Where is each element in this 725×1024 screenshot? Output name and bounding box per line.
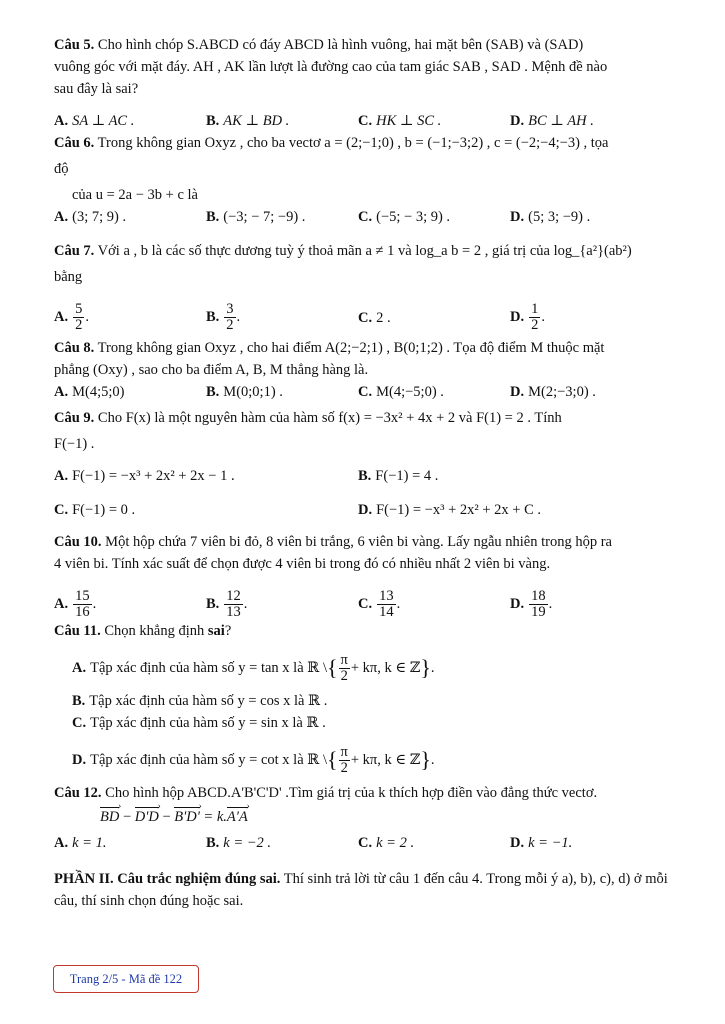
question-text: Một hộp chứa 7 viên bi đỏ, 8 viên bi trắng, 6 viên bi vàng. Lấy ngẫu nhiên trong hộp ra	[105, 534, 612, 550]
answer-options	[54, 499, 674, 521]
option-b[interactable]: B. Tập xác định của hàm số y = cos x là ℝ .	[72, 693, 328, 709]
question-12	[54, 782, 674, 854]
option-d[interactable]: D. k = −1.	[510, 835, 573, 851]
part-title: PHẦN II. Câu trắc nghiệm đúng sai.	[54, 871, 281, 887]
question-7	[54, 240, 674, 333]
question-text: F(−1) .	[54, 436, 95, 452]
option-a[interactable]: A. (3; 7; 9) .	[54, 209, 127, 225]
option-c[interactable]: C. HK ⊥ SC .	[358, 113, 442, 129]
question-label: Câu 7.	[54, 243, 95, 259]
option-b[interactable]: B. (−3; − 7; −9) .	[206, 209, 306, 225]
question-6	[54, 132, 674, 228]
option-a[interactable]: A. $\frac{15}{16}$ .	[54, 588, 97, 620]
question-10	[54, 531, 674, 620]
answer-options	[54, 465, 674, 487]
option-a[interactable]: A. SA ⊥ AC .	[54, 113, 135, 129]
answer-options	[54, 110, 674, 132]
question-8	[54, 337, 674, 403]
question-label: Câu 6.	[54, 135, 95, 151]
vector-equation: BD › − D'D › − B'D' › = k.A'A ›	[54, 806, 674, 828]
question-text: độ	[54, 161, 69, 177]
option-d[interactable]: D. (5; 3; −9) .	[510, 209, 591, 225]
option-c[interactable]: C. k = 2 .	[358, 835, 415, 851]
question-text: Cho hình hộp ABCD.A'B'C'D' .Tìm giá trị của k thích hợp điền vào đẳng thức vectơ.	[105, 785, 598, 801]
exam-page	[54, 34, 674, 912]
option-a[interactable]: A. k = 1.	[54, 835, 107, 851]
question-11: Câu 11. Chọn khẳng định sai? A. Tập xác định của hàm số y = tan x là ℝ \ { $\frac{\pi}{2}$ + kπ, k ∈ ℤ } . B. Tập xác định của hàm số y = cos x là ℝ . C. Tập xác định của hàm số y = sin x là ℝ . D. Tập xác định của hàm số y = cot x là ℝ \ { $\frac{\pi}{2}$ + kπ, k ∈ ℤ } .	[54, 620, 674, 780]
option-c[interactable]: C. Tập xác định của hàm số y = sin x là ℝ .	[72, 715, 326, 731]
question-label: Câu 9.	[54, 410, 95, 426]
part-text: Thí sinh trả lời từ câu 1 đến câu 4. Trong mỗi ý a), b), c), d) ở mỗi câu, thí sinh chọn đúng hoặc sai.	[54, 871, 668, 909]
question-text: sau đây là sai?	[54, 81, 139, 97]
question-text-bold: sai	[207, 623, 225, 639]
option-d[interactable]: D. M(2;−3;0) .	[510, 384, 596, 400]
question-text: Với a , b là các số thực dương tuỳ ý thoả mãn a ≠ 1 và log_a b = 2 , giá trị của log_{a²}(ab²)	[97, 243, 632, 259]
answer-options	[54, 832, 674, 854]
question-text: bằng	[54, 269, 83, 285]
question-text: Cho F(x) là một nguyên hàm của hàm số f(x) = −3x² + 4x + 2 và F(1) = 2 . Tính	[97, 410, 562, 426]
option-b[interactable]: B. F(−1) = 4 .	[358, 468, 439, 484]
question-text: của u = 2a − 3b + c là	[72, 187, 198, 203]
question-label: Câu 11.	[54, 623, 101, 639]
option-b[interactable]: B. AK ⊥ BD .	[206, 113, 290, 129]
answer-options	[54, 302, 674, 333]
option-b[interactable]: B. $\frac{3}{2}$ .	[206, 301, 241, 333]
option-d[interactable]: D. Tập xác định của hàm số y = cot x là ℝ \ { $\frac{\pi}{2}$ + kπ, k ∈ ℤ } .	[72, 743, 435, 776]
option-a[interactable]: A. F(−1) = −x³ + 2x² + 2x − 1 .	[54, 468, 235, 484]
option-c[interactable]: C. (−5; − 3; 9) .	[358, 209, 451, 225]
question-label: Câu 12.	[54, 785, 102, 801]
question-label: Câu 10.	[54, 534, 102, 550]
question-9	[54, 407, 674, 521]
option-d[interactable]: D. BC ⊥ AH .	[510, 113, 594, 129]
option-a[interactable]: A. $\frac{5}{2}$ .	[54, 301, 89, 333]
option-d[interactable]: D. $\frac{18}{19}$ .	[510, 588, 553, 620]
option-c[interactable]: C. M(4;−5;0) .	[358, 384, 444, 400]
question-text: phẳng (Oxy) , sao cho ba điểm A, B, M thẳng hàng là.	[54, 362, 369, 378]
option-c[interactable]: C. $\frac{13}{14}$ .	[358, 588, 401, 620]
option-a[interactable]: A. Tập xác định của hàm số y = tan x là ℝ \ { $\frac{\pi}{2}$ + kπ, k ∈ ℤ } .	[72, 651, 435, 684]
answer-options	[54, 589, 674, 620]
answer-options	[54, 206, 674, 228]
option-b[interactable]: B. M(0;0;1) .	[206, 384, 283, 400]
option-b[interactable]: B. k = −2 .	[206, 835, 272, 851]
question-text: Cho hình chóp S.ABCD có đáy ABCD là hình vuông, hai mặt bên (SAB) và (SAD)	[97, 37, 584, 53]
question-text: Trong không gian Oxyz , cho hai điểm A(2;−2;1) , B(0;1;2) . Tọa độ điểm M thuộc mặt	[97, 340, 605, 356]
part-2-instructions	[54, 868, 674, 912]
option-b[interactable]: B. $\frac{12}{13}$ .	[206, 588, 248, 620]
option-d[interactable]: D. $\frac{1}{2}$ .	[510, 301, 545, 333]
answer-options	[54, 381, 674, 403]
question-text: vuông góc với mặt đáy. AH , AK lần lượt là đường cao của tam giác SAB , SAD . Mệnh đề nào	[54, 59, 608, 75]
question-label: Câu 8.	[54, 340, 95, 356]
question-label: Câu 5.	[54, 37, 95, 53]
page-footer-badge	[53, 965, 199, 993]
question-5	[54, 34, 674, 132]
option-d[interactable]: D. F(−1) = −x³ + 2x² + 2x + C .	[358, 502, 542, 518]
option-c[interactable]: C. F(−1) = 0 .	[54, 502, 136, 518]
question-text: Trong không gian Oxyz , cho ba vectơ a = (2;−1;0) , b = (−1;−3;2) , c = (−2;−4;−3) , tọa	[97, 135, 609, 151]
question-text: Chọn khẳng định	[104, 623, 208, 639]
option-c[interactable]: C. 2 .	[358, 309, 391, 326]
footer-text: Trang 2/5 - Mã đề 122	[69, 971, 183, 986]
question-text: 4 viên bi. Tính xác suất để chọn được 4 viên bi trong đó có nhiều nhất 2 viên bi vàng.	[54, 556, 551, 572]
option-a[interactable]: A. M(4;5;0)	[54, 384, 125, 400]
